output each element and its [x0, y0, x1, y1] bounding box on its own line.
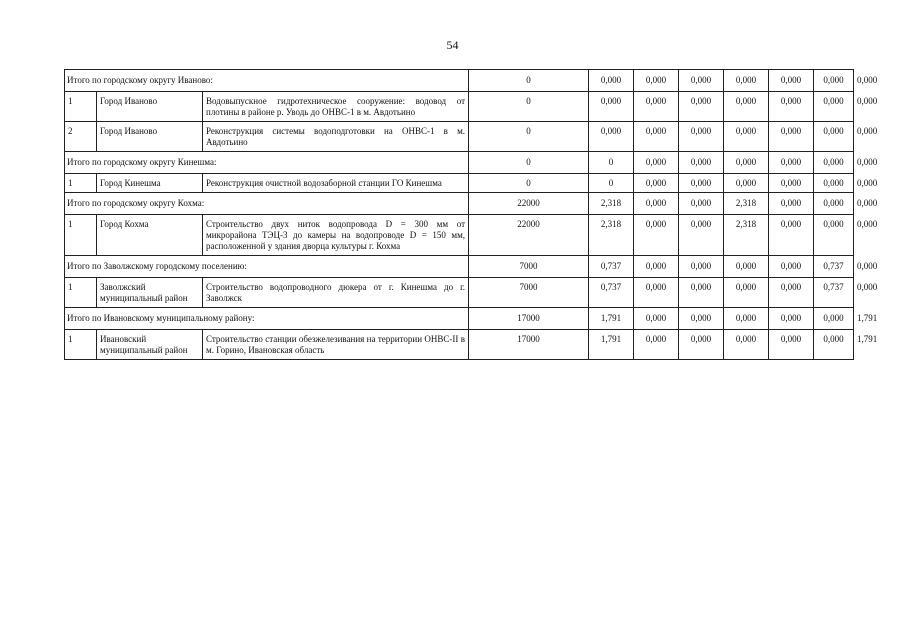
subtotal-value-cell: 0,000 [769, 152, 814, 174]
subtotal-value-cell: 0,000 [679, 152, 724, 174]
row-number-cell: 1 [65, 330, 97, 360]
value-cell: 0,000 [814, 122, 854, 152]
subtotal-value-cell: 0,000 [724, 308, 769, 330]
subtotal-row: Итого по городскому округу Кинешма: 0 0 0,000 0,000 0,000 0,000 0,000 0,000 [65, 152, 854, 174]
row-number-cell: 1 [65, 278, 97, 308]
subtotal-value-cell: 0,000 [634, 256, 679, 278]
object-description-cell: Водовыпускное гидротехническое сооружение: водовод от плотины в районе р. Уводь до ОНВС-1 в м. Авдотьино [203, 92, 469, 122]
value-cell: 0,000 [724, 330, 769, 360]
subtotal-value-cell: 0,000 [634, 193, 679, 215]
value-cell: 0,000 [769, 215, 814, 256]
subtotal-value-cell: 0,000 [769, 256, 814, 278]
subtotal-label: Итого по городскому округу Кохма: [65, 193, 469, 215]
total-cell: 0 [469, 174, 589, 193]
total-cell: 0 [469, 92, 589, 122]
total-cell: 0 [469, 122, 589, 152]
municipality-cell: Город Иваново [97, 92, 203, 122]
amount-cell: 0,000 [589, 92, 634, 122]
municipality-cell: Ивановский муниципальный район [97, 330, 203, 360]
subtotal-amount-cell: 0 [589, 152, 634, 174]
row-number-cell: 1 [65, 92, 97, 122]
subtotal-amount-cell: 0,737 [589, 256, 634, 278]
value-cell: 0,000 [814, 174, 854, 193]
value-cell: 0,000 [679, 174, 724, 193]
table-row: 1 Город Кинешма Реконструкция очистной водозаборной станции ГО Кинешма 0 0 0,000 0,000 0,000 0,000 0,000 0,000 [65, 174, 854, 193]
municipality-cell: Город Кохма [97, 215, 203, 256]
table-row: 1 Ивановский муниципальный район Строительство станции обезжелезивания на территории ОНВС-II в м. Горино, Ивановская область 17000 1,791 0,000 0,000 0,000 0,000 0,000 1,791 [65, 330, 854, 360]
subtotal-value-cell: 0,000 [634, 70, 679, 92]
table-row: 1 Город Кохма Строительство двух ниток водопровода D = 300 мм от микрорайона ТЭЦ-3 до камеры на водопроводе D = 150 мм, расположенной у здания дворца культуры г. Кохма 22000 2,318 0,000 0,000 2,318 0,000 0,000 0,000 [65, 215, 854, 256]
value-cell: 0,000 [634, 215, 679, 256]
amount-cell: 1,791 [589, 330, 634, 360]
value-cell: 0,000 [724, 174, 769, 193]
row-number-cell: 1 [65, 174, 97, 193]
subtotal-value-cell: 0,000 [724, 256, 769, 278]
municipality-cell: Город Иваново [97, 122, 203, 152]
subtotal-value-cell: 0,000 [814, 193, 854, 215]
subtotal-row: Итого по городскому округу Иваново: 0 0,000 0,000 0,000 0,000 0,000 0,000 0,000 [65, 70, 854, 92]
value-cell: 0,000 [634, 174, 679, 193]
amount-cell: 0,000 [589, 122, 634, 152]
subtotal-label: Итого по городскому округу Кинешма: [65, 152, 469, 174]
subtotal-amount-cell: 2,318 [589, 193, 634, 215]
value-cell: 0,000 [724, 92, 769, 122]
value-cell: 0,000 [679, 330, 724, 360]
subtotal-amount-cell: 1,791 [589, 308, 634, 330]
value-cell: 0,000 [769, 330, 814, 360]
subtotal-total-cell: 22000 [469, 193, 589, 215]
subtotal-label: Итого по Ивановскому муниципальному району: [65, 308, 469, 330]
value-cell: 0,000 [769, 174, 814, 193]
table-row: 2 Город Иваново Реконструкция системы водоподготовки на ОНВС-1 в м. Авдотьино 0 0,000 0,000 0,000 0,000 0,000 0,000 0,000 [65, 122, 854, 152]
subtotal-value-cell: 0,000 [634, 308, 679, 330]
amount-cell: 2,318 [589, 215, 634, 256]
amount-cell: 0 [589, 174, 634, 193]
value-cell: 2,318 [724, 215, 769, 256]
total-cell: 22000 [469, 215, 589, 256]
subtotal-row: Итого по Ивановскому муниципальному району: 17000 1,791 0,000 0,000 0,000 0,000 0,000 1,791 [65, 308, 854, 330]
municipality-cell: Заволжский муниципальный район [97, 278, 203, 308]
subtotal-row: Итого по городскому округу Кохма: 22000 2,318 0,000 0,000 2,318 0,000 0,000 0,000 [65, 193, 854, 215]
value-cell: 0,000 [679, 278, 724, 308]
row-number-cell: 1 [65, 215, 97, 256]
row-number-cell: 2 [65, 122, 97, 152]
value-cell: 0,000 [814, 215, 854, 256]
value-cell: 0,000 [634, 278, 679, 308]
subtotal-total-cell: 17000 [469, 308, 589, 330]
amount-cell: 0,737 [589, 278, 634, 308]
value-cell: 0,000 [634, 330, 679, 360]
value-cell: 0,000 [814, 330, 854, 360]
page-number: 54 [446, 38, 459, 52]
subtotal-amount-cell: 0,000 [589, 70, 634, 92]
value-cell: 0,000 [679, 122, 724, 152]
subtotal-value-cell: 0,000 [679, 256, 724, 278]
subtotal-value-cell: 0,000 [679, 70, 724, 92]
subtotal-total-cell: 0 [469, 70, 589, 92]
subtotal-value-cell: 0,737 [814, 256, 854, 278]
total-cell: 17000 [469, 330, 589, 360]
object-description-cell: Строительство станции обезжелезивания на территории ОНВС-II в м. Горино, Ивановская область [203, 330, 469, 360]
subtotal-value-cell: 0,000 [769, 308, 814, 330]
value-cell: 0,000 [679, 215, 724, 256]
subtotal-value-cell: 0,000 [679, 193, 724, 215]
value-cell: 0,000 [769, 122, 814, 152]
subtotal-value-cell: 0,000 [814, 308, 854, 330]
subtotal-value-cell: 2,318 [724, 193, 769, 215]
value-cell: 0,000 [634, 92, 679, 122]
value-cell: 0,000 [724, 278, 769, 308]
table-row: 1 Город Иваново Водовыпускное гидротехническое сооружение: водовод от плотины в районе р. Уводь до ОНВС-1 в м. Авдотьино 0 0,000 0,000 0,000 0,000 0,000 0,000 0,000 [65, 92, 854, 122]
value-cell: 0,000 [769, 278, 814, 308]
subtotal-value-cell: 0,000 [724, 152, 769, 174]
subtotal-label: Итого по городскому округу Иваново: [65, 70, 469, 92]
subtotal-total-cell: 0 [469, 152, 589, 174]
object-description-cell: Строительство двух ниток водопровода D = 300 мм от микрорайона ТЭЦ-3 до камеры на водопроводе D = 150 мм, расположенной у здания дворца культуры г. Кохма [203, 215, 469, 256]
subtotal-value-cell: 0,000 [724, 70, 769, 92]
table-row: 1 Заволжский муниципальный район Строительство водопроводного дюкера от г. Кинешма до г. Заволжск 7000 0,737 0,000 0,000 0,000 0,000 0,737 0,000 [65, 278, 854, 308]
value-cell: 0,000 [724, 122, 769, 152]
subtotal-value-cell: 0,000 [814, 70, 854, 92]
subtotal-value-cell: 0,000 [634, 152, 679, 174]
subtotal-value-cell: 0,000 [769, 70, 814, 92]
object-description-cell: Реконструкция системы водоподготовки на ОНВС-1 в м. Авдотьино [203, 122, 469, 152]
total-cell: 7000 [469, 278, 589, 308]
municipality-cell: Город Кинешма [97, 174, 203, 193]
subtotal-value-cell: 0,000 [679, 308, 724, 330]
value-cell: 0,737 [814, 278, 854, 308]
subtotal-total-cell: 7000 [469, 256, 589, 278]
value-cell: 0,000 [814, 92, 854, 122]
object-description-cell: Реконструкция очистной водозаборной станции ГО Кинешма [203, 174, 469, 193]
object-description-cell: Строительство водопроводного дюкера от г. Кинешма до г. Заволжск [203, 278, 469, 308]
investment-table [64, 69, 878, 360]
subtotal-value-cell: 0,000 [814, 152, 854, 174]
value-cell: 0,000 [769, 92, 814, 122]
value-cell: 0,000 [634, 122, 679, 152]
subtotal-value-cell: 0,000 [769, 193, 814, 215]
subtotal-label: Итого по Заволжскому городскому поселению: [65, 256, 469, 278]
subtotal-row: Итого по Заволжскому городскому поселению: 7000 0,737 0,000 0,000 0,000 0,000 0,737 0,000 [65, 256, 854, 278]
value-cell: 0,000 [679, 92, 724, 122]
